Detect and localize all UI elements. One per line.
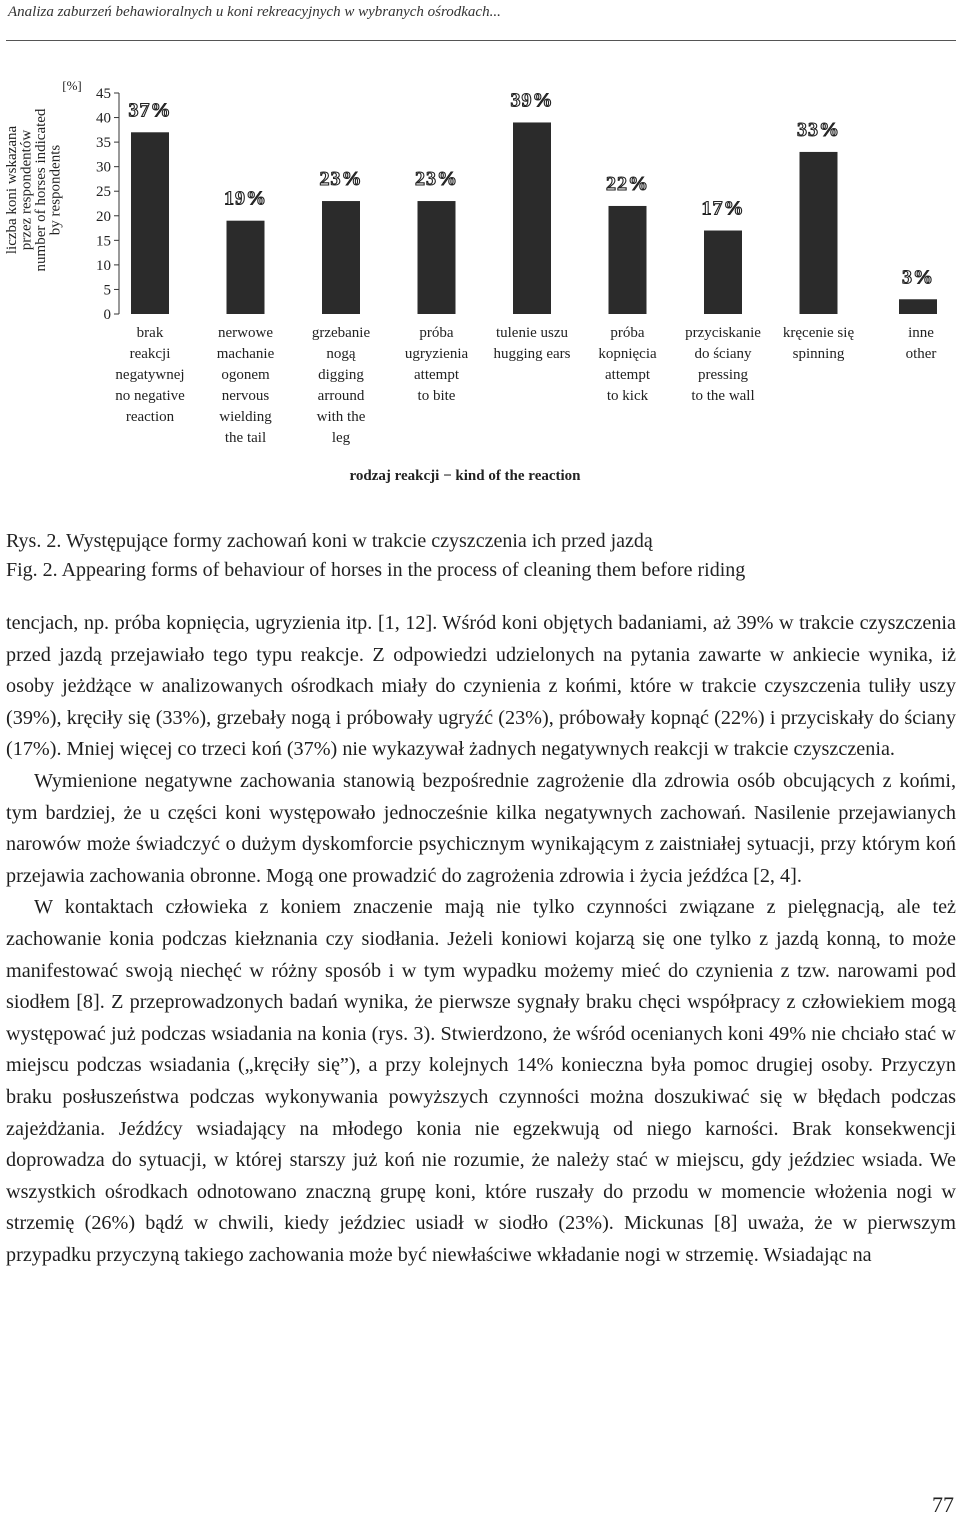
- y-axis-label-line: number of horses indicated: [33, 108, 49, 272]
- y-axis-label: [4, 108, 64, 271]
- category-label: to the wall: [691, 388, 755, 404]
- bar: [322, 201, 360, 314]
- category-label: tulenie uszu: [495, 325, 569, 341]
- category-label: przyciskanie: [685, 325, 761, 341]
- header-rule: [6, 40, 956, 41]
- category-label: no negative: [115, 388, 185, 404]
- bar: [899, 299, 937, 314]
- figure-caption-en: Fig. 2. Appearing forms of behaviour of horses in the process of cleaning them before riding: [6, 559, 746, 581]
- y-tick-label: 40: [96, 110, 111, 127]
- category-label: nerwowe: [218, 325, 273, 341]
- category-label: hugging ears: [493, 346, 571, 362]
- y-tick-label: 20: [96, 208, 111, 225]
- data-label: 23%: [415, 168, 458, 191]
- category-label: nogą: [326, 346, 356, 362]
- data-label: 23%: [319, 168, 363, 191]
- category-label: negatywnej: [115, 367, 185, 383]
- y-tick-label: 15: [96, 233, 111, 250]
- category-label: brak: [136, 325, 164, 341]
- category-label: machanie: [216, 346, 275, 362]
- category-label: arround: [317, 388, 365, 404]
- paragraph-1: tencjach, np. próba kopnięcia, ugryzienia itp. [1, 12]. Wśród koni objętych badaniami, aż 39% w trakcie czyszczenia przed jazdą przejawiało tego typu reakcje. Z odpowiedzi udzielonych na pytania zawarte w ankiecie wynika, iż osoby jeżdżące w analizowanych ośrodkach miały do czynienia z końmi, które w trakcie czyszczenia tuliły uszy (39%), kręciły się (33%), grzebały nogą i próbowały ugryźć (23%), próbowały kopnąć (22%) i przyciskały do ściany (17%). Mniej więcej co trzeci koń (37%) nie wykazywał żadnych negatywnych reakcji w trakcie czyszczenia.: [6, 612, 956, 761]
- category-label: inne: [908, 325, 934, 341]
- category-label: reaction: [125, 409, 175, 425]
- y-axis-unit: [%]: [62, 78, 82, 93]
- y-tick-label: 45: [96, 86, 111, 102]
- y-tick-label: 25: [96, 184, 111, 201]
- category-label: attempt: [605, 367, 650, 383]
- y-tick-label: 30: [96, 159, 111, 176]
- y-tick-label: 10: [96, 257, 111, 274]
- bar: [800, 152, 838, 314]
- y-axis-label-line: przez respondentów: [18, 129, 35, 251]
- data-label: 22%: [606, 172, 649, 195]
- category-label: próba: [419, 325, 454, 341]
- y-tick-label: 0: [103, 307, 111, 323]
- data-label: 17%: [701, 197, 745, 220]
- category-label: to bite: [417, 388, 456, 404]
- figure-caption-pl: Rys. 2. Występujące formy zachowań koni w trakcie czyszczenia ich przed jazdą: [6, 530, 653, 552]
- category-label: attempt: [414, 367, 459, 383]
- category-label: other: [905, 346, 937, 362]
- paragraph-2: Wymienione negatywne zachowania stanowią bezpośrednie zagrożenie dla zdrowia osób obcujących z końmi, tym bardziej, że u części koni występowało jednocześnie kilka negatywnych zachowań. Nasilenie przejawianych narowów może świadczyć o dużym dyskomforcie psychicznym wynikającym z zaistniałej sytuacji, przy którym koń przejawia zachowania obronne. Mogą one prowadzić do zagrożenia zdrowia i życia jeźdźca [2, 4].: [6, 769, 956, 887]
- y-axis-label-line: by respondents: [47, 144, 64, 236]
- data-label: 19%: [224, 187, 267, 210]
- category-label: kopnięcia: [598, 346, 657, 362]
- category-label: kręcenie się: [782, 325, 855, 341]
- category-label: do ściany: [694, 346, 752, 362]
- paragraph-3: W kontaktach człowieka z koniem znaczenie mają nie tylko czynności związane z pielęgnacją, ale też zachowanie konia podczas kiełznania czy siodłania. Jeżeli koniowi kojarzą się one tylko z jazdą konną, to może manifestować swoją niechęć w różny sposób i w tym wypadku możemy mieć do czynienia z tzw. narowami pod siodłem [8]. Z przeprowadzonych badań wynika, że pierwsze sygnały braku chęci współpracy z człowiekiem mogą występować już podczas wsiadania na konia (rys. 3). Stwierdzono, że wśród ocenianych koni 49% nie chciało stać w miejscu podczas wsiadania („kręciły się”), a przy kolejnych 14% konieczna była pomoc drugiej osoby. Przyczyn braku posłuszeństwa podczas wykonywania powyższych czynności można doszukiwać się w błędach podczas zajeżdżania. Jeźdźcy wsiadający na młodego konia nie egzekwują od niego karności. Brak konsekwencji doprowadza do sytuacji, w której starszy już koń nie rozumie, że należy stać w miejscu, gdy jeździec wsiada. We wszystkich ośrodkach odnotowano znaczną grupę koni, które ruszały do przodu w momencie włożenia nogi w strzemię (26%) bądź w chwili, kiedy jeździec usiadł w siodło (23%). Mickunas [8] uważa, że w pierwszym przypadku przyczyną takiego zachowania może być niewłaściwe wkładanie nogi w strzemię. Wsiadając na: [6, 896, 956, 1266]
- x-axis-label: rodzaj reakcji − kind of the reaction: [349, 468, 581, 484]
- category-label: leg: [331, 430, 351, 446]
- category-label: reakcji: [129, 346, 171, 362]
- bar: [418, 201, 456, 314]
- running-title: Analiza zaburzeń behawioralnych u koni rekreacyjnych w wybranych ośrodkach...: [8, 4, 501, 20]
- bar: [227, 221, 265, 314]
- bar: [609, 206, 647, 314]
- bar: [131, 132, 169, 314]
- category-label: nervous: [221, 388, 270, 404]
- category-label: the tail: [224, 430, 267, 446]
- y-tick-label: 5: [103, 282, 111, 299]
- y-tick-label: 35: [96, 135, 111, 152]
- category-label: pressing: [698, 367, 748, 383]
- category-label: grzebanie: [311, 325, 371, 341]
- y-axis-label-line: liczba koni wskazana: [4, 125, 20, 255]
- bar: [513, 122, 551, 314]
- category-label: próba: [610, 325, 645, 341]
- bar: [704, 231, 742, 314]
- category-label: spinning: [792, 346, 845, 362]
- category-label: to kick: [606, 388, 649, 404]
- body-text: [6, 608, 956, 1271]
- category-label: with the: [316, 409, 366, 425]
- page-number: 77: [932, 1492, 954, 1517]
- data-label: 33%: [797, 118, 840, 141]
- category-label: ugryzienia: [404, 346, 469, 362]
- category-label: ogonem: [221, 367, 270, 383]
- category-label: wielding: [219, 409, 272, 425]
- bar-chart: [0, 60, 960, 500]
- category-label: digging: [318, 367, 364, 383]
- data-label: 37%: [128, 99, 172, 122]
- data-label: 3%: [902, 266, 934, 289]
- data-label: 39%: [510, 89, 554, 112]
